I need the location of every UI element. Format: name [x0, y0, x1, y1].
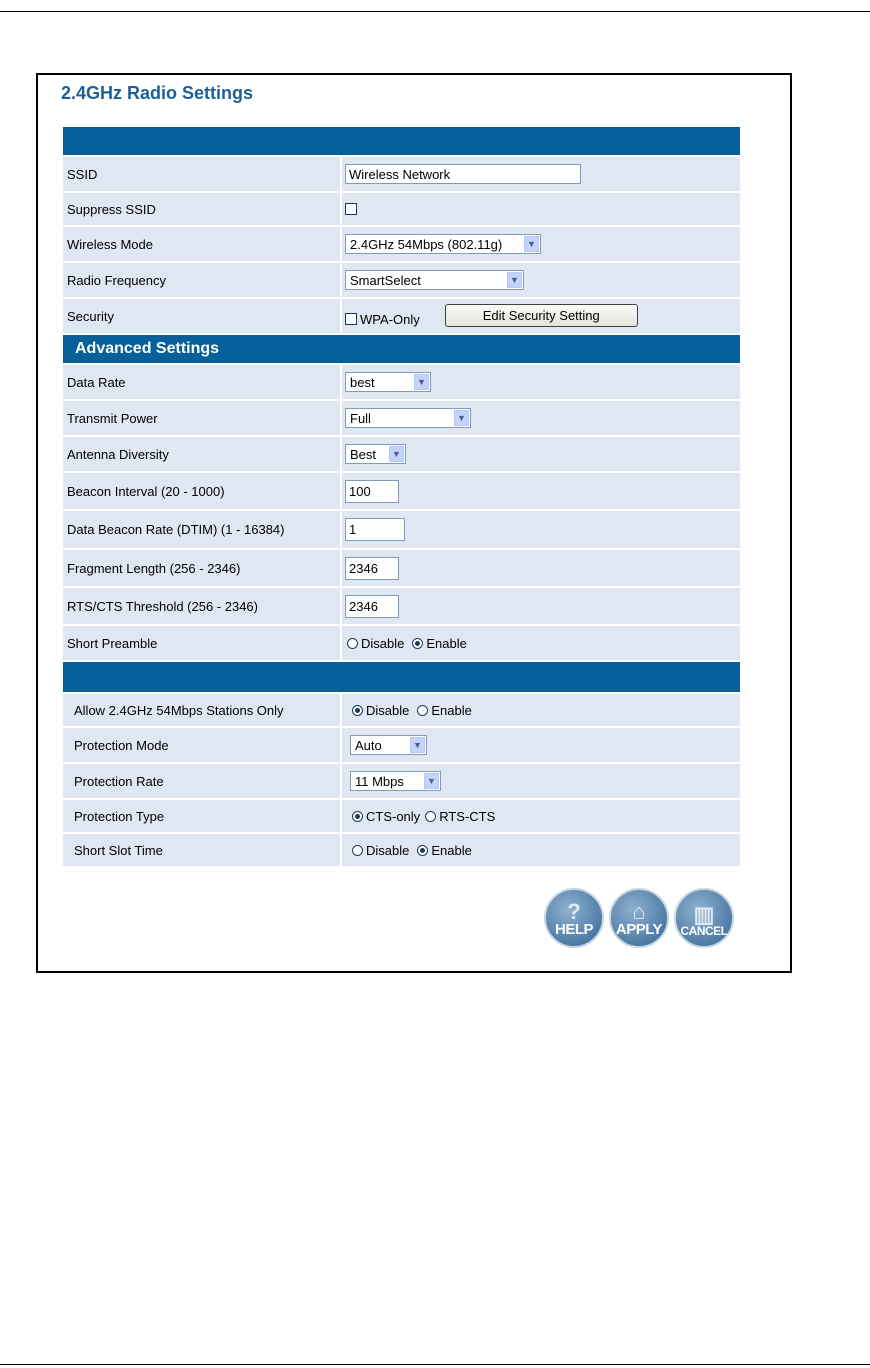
wpa-only-checkbox[interactable] [345, 313, 357, 325]
rts-threshold-row [63, 588, 740, 626]
chevron-down-icon: ▼ [414, 374, 429, 390]
transmit-power-row [63, 401, 740, 437]
short-slot-enable-label: Enable [431, 842, 472, 858]
protection-type-cts-radio[interactable] [352, 811, 363, 822]
chevron-down-icon: ▼ [410, 737, 425, 753]
fragment-length-input[interactable]: 2346 [345, 557, 399, 580]
rts-threshold-label: RTS/CTS Threshold (256 - 2346) [63, 588, 342, 624]
dtim-row [63, 511, 740, 550]
protection-rate-label: Protection Rate [63, 764, 342, 798]
suppress-ssid-label: Suppress SSID [63, 193, 342, 225]
edit-security-setting-button[interactable]: Edit Security Setting [445, 304, 638, 327]
protection-rate-value: 11 Mbps [355, 773, 404, 789]
radio-frequency-label: Radio Frequency [63, 263, 342, 297]
transmit-power-value: Full [350, 410, 371, 426]
protection-type-cts-label: CTS-only [366, 808, 421, 824]
antenna-diversity-row [63, 437, 740, 473]
protection-rate-select[interactable] [350, 771, 441, 791]
data-rate-label: Data Rate [63, 365, 342, 399]
short-slot-time-label: Short Slot Time [63, 834, 342, 866]
ssid-input[interactable]: Wireless Network [345, 164, 581, 184]
antenna-diversity-select[interactable] [345, 444, 406, 464]
ssid-label: SSID [63, 157, 342, 191]
page-top-rule [0, 11, 870, 12]
protection-type-label: Protection Type [63, 800, 342, 832]
allow-54mbps-disable-radio[interactable] [352, 705, 363, 716]
settings-panel [36, 73, 792, 973]
wireless-mode-label: Wireless Mode [63, 227, 342, 261]
security-label: Security [63, 299, 342, 333]
data-rate-row [63, 365, 740, 401]
short-preamble-label: Short Preamble [63, 626, 342, 660]
cancel-button[interactable]: ▥ CANCEL [674, 888, 734, 948]
page-title: 2.4GHz Radio Settings [61, 83, 254, 103]
trash-can-icon: ▥ [693, 902, 715, 927]
short-preamble-disable-label: Disable [361, 635, 405, 651]
transmit-power-label: Transmit Power [63, 401, 342, 435]
protection-mode-row [63, 728, 740, 764]
short-slot-enable-radio[interactable] [417, 845, 428, 856]
protection-type-row [63, 800, 740, 834]
wireless-mode-value: 2.4GHz 54Mbps (802.11g) [350, 236, 503, 252]
fragment-length-label: Fragment Length (256 - 2346) [63, 550, 342, 586]
basic-settings-table [63, 127, 740, 868]
security-row [63, 299, 740, 335]
protection-mode-value: Auto [355, 737, 382, 753]
basic-section-header [63, 127, 740, 157]
suppress-ssid-row [63, 193, 740, 227]
protection-mode-label: Protection Mode [63, 728, 342, 762]
apply-button[interactable]: ⌂ APPLY [609, 888, 669, 948]
short-slot-time-row [63, 834, 740, 868]
ssid-row [63, 157, 740, 193]
short-preamble-disable-radio[interactable] [347, 638, 358, 649]
rts-threshold-input[interactable]: 2346 [345, 595, 399, 618]
short-slot-disable-label: Disable [366, 842, 410, 858]
help-button[interactable]: ? HELP [544, 888, 604, 948]
wireless-mode-select[interactable] [345, 234, 541, 254]
allow-54mbps-disable-label: Disable [366, 702, 410, 718]
protection-type-rts-label: RTS-CTS [439, 808, 496, 824]
short-preamble-enable-radio[interactable] [412, 638, 423, 649]
chevron-down-icon: ▼ [424, 773, 439, 789]
antenna-diversity-label: Antenna Diversity [63, 437, 342, 471]
mouse-icon: ⌂ [632, 899, 646, 924]
short-slot-disable-radio[interactable] [352, 845, 363, 856]
radio-frequency-row [63, 263, 740, 299]
allow-54mbps-row [63, 694, 740, 728]
antenna-diversity-value: Best [350, 446, 377, 462]
short-preamble-enable-label: Enable [426, 635, 467, 651]
suppress-ssid-checkbox[interactable] [345, 203, 357, 215]
allow-54mbps-enable-radio[interactable] [417, 705, 428, 716]
advanced-section-header: Advanced Settings [63, 335, 740, 365]
chevron-down-icon: ▼ [454, 410, 469, 426]
transmit-power-select[interactable] [345, 408, 471, 428]
short-preamble-row [63, 626, 740, 662]
radio-frequency-value: SmartSelect [350, 272, 421, 288]
question-mark-icon: ? [567, 899, 581, 924]
beacon-interval-label: Beacon Interval (20 - 1000) [63, 473, 342, 509]
protection-mode-select[interactable] [350, 735, 427, 755]
radio-frequency-select[interactable] [345, 270, 524, 290]
dtim-input[interactable]: 1 [345, 518, 405, 541]
data-rate-select[interactable] [345, 372, 431, 392]
data-rate-value: best [350, 374, 375, 390]
dtim-label: Data Beacon Rate (DTIM) (1 - 16384) [63, 511, 342, 548]
beacon-interval-input[interactable]: 100 [345, 480, 399, 503]
chevron-down-icon: ▼ [507, 272, 522, 288]
chevron-down-icon: ▼ [524, 236, 539, 252]
wireless-mode-row [63, 227, 740, 263]
allow-54mbps-enable-label: Enable [431, 702, 472, 718]
protection-type-rts-radio[interactable] [425, 811, 436, 822]
chevron-down-icon: ▼ [389, 446, 404, 462]
protection-rate-row [63, 764, 740, 800]
fragment-length-row [63, 550, 740, 588]
beacon-interval-row [63, 473, 740, 511]
wpa-only-label: WPA-Only [360, 311, 420, 327]
g-mode-section-header [63, 662, 740, 694]
allow-54mbps-label: Allow 2.4GHz 54Mbps Stations Only [63, 694, 342, 726]
page-bottom-rule [0, 1364, 870, 1365]
